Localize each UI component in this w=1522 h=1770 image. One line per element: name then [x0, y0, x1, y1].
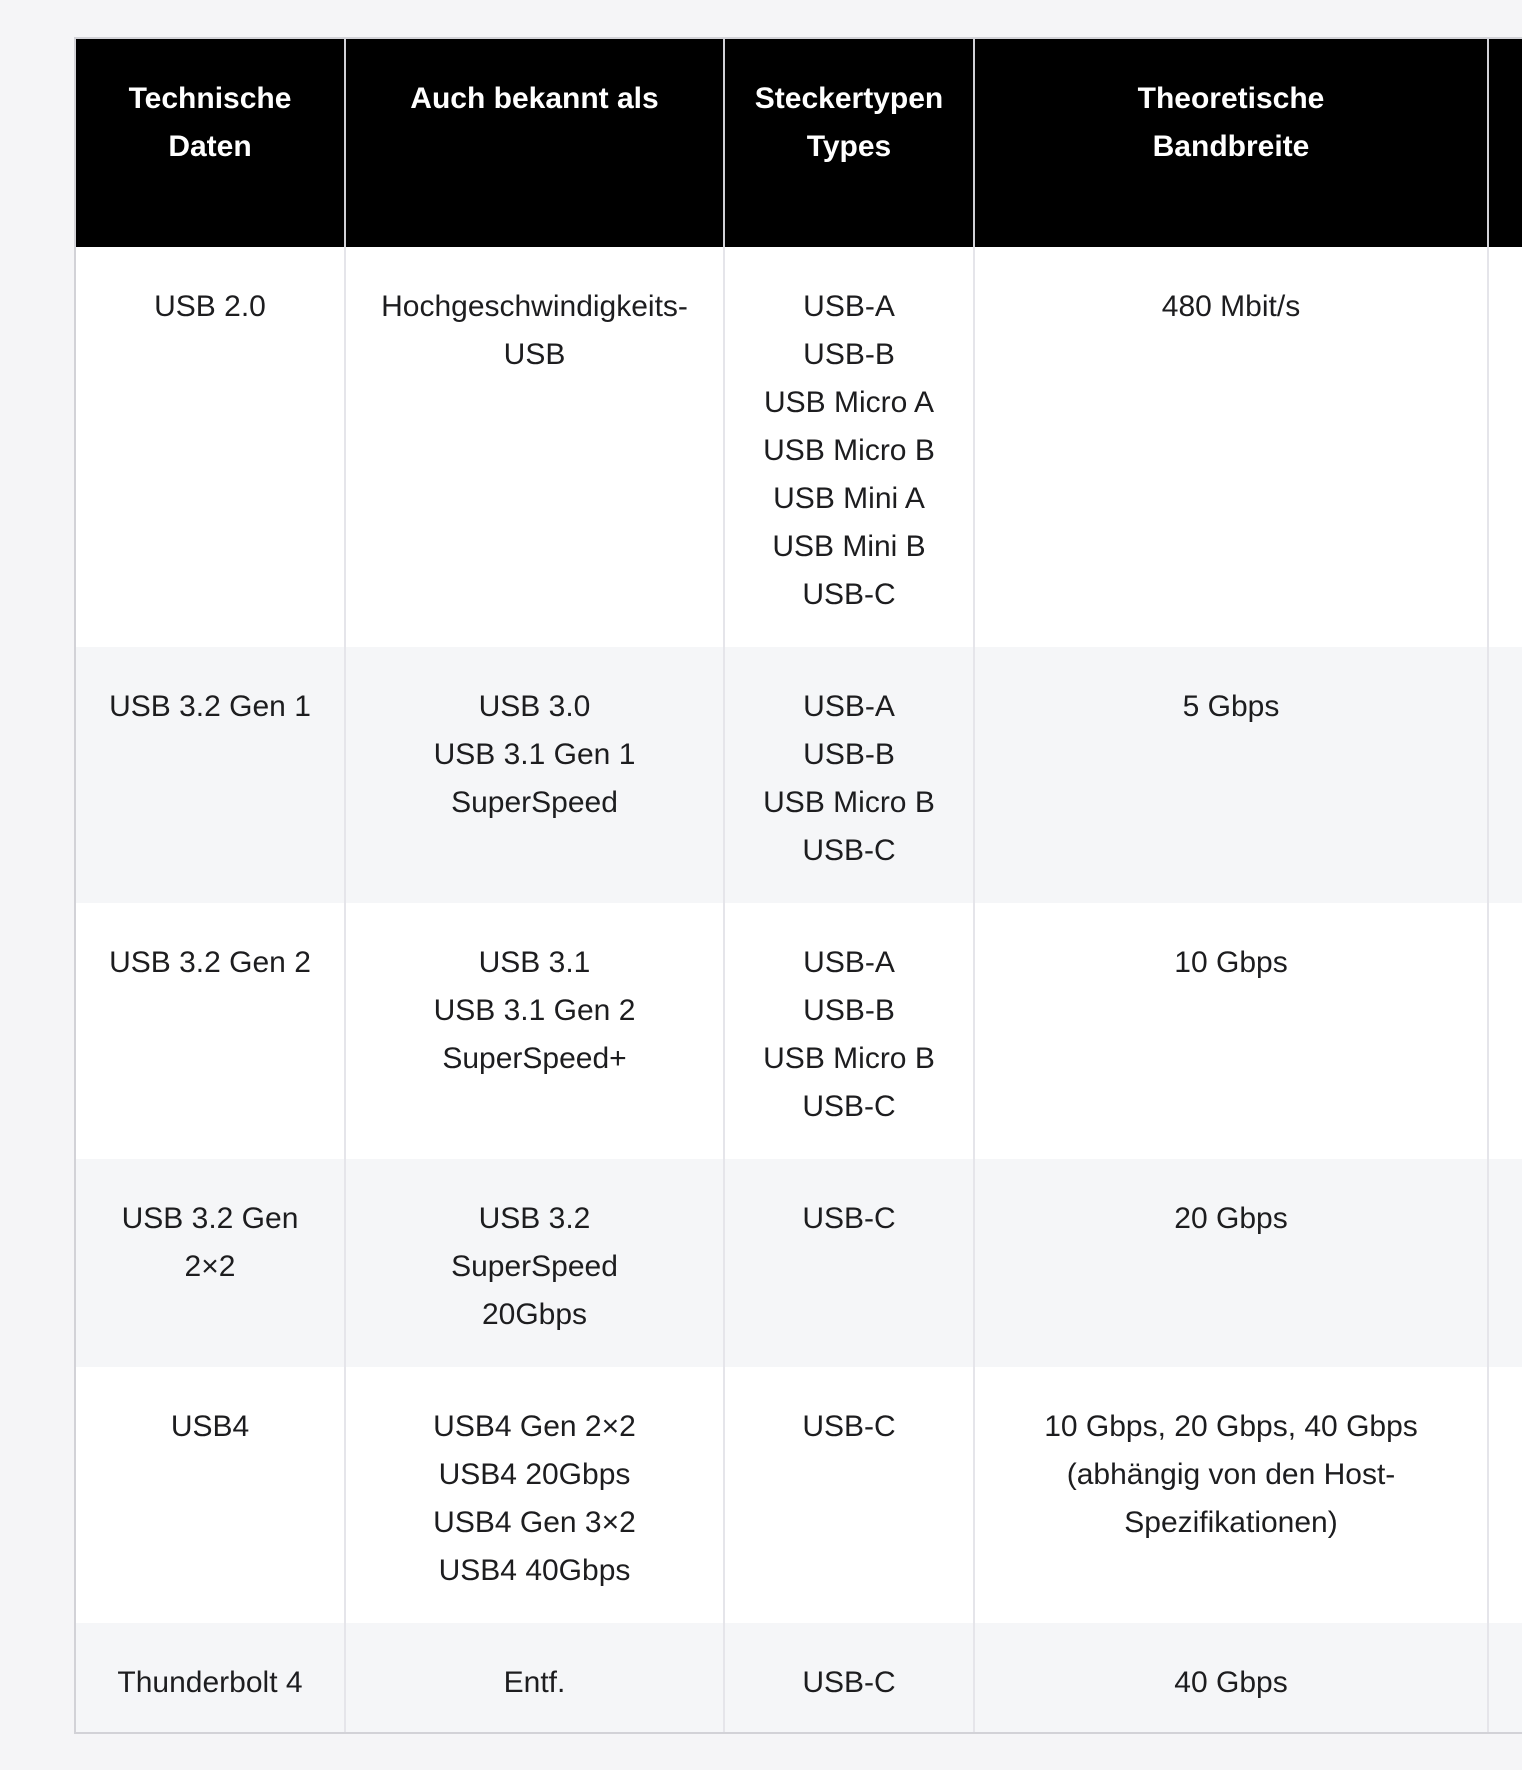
- cell-also-known-as: [345, 1367, 724, 1623]
- cell-also-known-as: [345, 1159, 724, 1367]
- usb-spec-table: [76, 39, 1522, 1734]
- cell-bandwidth: [974, 1159, 1488, 1367]
- cell-text-line: USB-C: [802, 578, 896, 611]
- cell-text-line: USB-A: [803, 946, 895, 979]
- cell-text-line: (abhängig von den Host-: [1066, 1458, 1396, 1491]
- header-text-line: Daten: [168, 130, 252, 163]
- table-row-usb-3-2-gen-2x2: [76, 1159, 1522, 1367]
- cell-text-line: USB 3.2 Gen 2: [109, 946, 311, 979]
- cell-text-line: SuperSpeed: [451, 1250, 618, 1283]
- cell-text-line: USB 2.0: [154, 290, 266, 323]
- cell-bandwidth: [974, 247, 1488, 647]
- cell-spec: [76, 247, 345, 647]
- cell-text-line: USB 3.0: [478, 690, 591, 723]
- cell-text-line: USB4 40Gbps: [438, 1554, 631, 1587]
- table-row-usb-2-0: [76, 247, 1522, 647]
- usb-spec-table-container: [74, 37, 1522, 1734]
- header-theoretische-bandbreite: [974, 39, 1488, 247]
- header-steckertypen: [724, 39, 974, 247]
- cell-also-known-as: [345, 247, 724, 647]
- cell-bandwidth: [974, 1367, 1488, 1623]
- cell-text-line: USB-A: [803, 290, 895, 323]
- cell-text-line: USB4 20Gbps: [438, 1458, 631, 1491]
- cell-text-line: Hochgeschwindigkeits-: [381, 290, 688, 323]
- cell-connector-types: [724, 247, 974, 647]
- cell-spec: [76, 903, 345, 1159]
- cell-cut-off: [1488, 1367, 1522, 1623]
- cell-text-line: USB-B: [803, 338, 895, 371]
- cell-text-line: Entf.: [503, 1666, 566, 1699]
- table-row-usb-3-2-gen-1: [76, 647, 1522, 903]
- cell-text-line: USB-C: [802, 1410, 896, 1443]
- cell-bandwidth: [974, 903, 1488, 1159]
- cell-text-line: USB Micro B: [763, 786, 935, 819]
- cell-text-line: USB4: [170, 1410, 250, 1443]
- cell-text-line: USB: [503, 338, 566, 371]
- header-row: [76, 39, 1522, 247]
- cell-cut-off: [1488, 247, 1522, 647]
- cell-text-line: USB 3.1 Gen 2: [433, 994, 636, 1027]
- header-text-line: Theoretische: [1137, 82, 1325, 115]
- cell-text-line: 480 Mbit/s: [1161, 290, 1301, 323]
- cell-connector-types: [724, 647, 974, 903]
- cell-spec: [76, 647, 345, 903]
- cell-text-line: 5 Gbps: [1182, 690, 1280, 723]
- cell-text-line: USB-B: [803, 994, 895, 1027]
- header-technische-daten: [76, 39, 345, 247]
- cell-text-line: USB-C: [802, 1666, 896, 1699]
- cell-bandwidth: [974, 647, 1488, 903]
- cell-text-line: USB-B: [803, 738, 895, 771]
- cell-connector-types: [724, 903, 974, 1159]
- table-row-thunderbolt-4: [76, 1623, 1522, 1734]
- header-text-line: Types: [806, 130, 892, 163]
- cell-also-known-as: [345, 647, 724, 903]
- cell-text-line: USB 3.2 Gen 1: [109, 690, 311, 723]
- header-text-line: Steckertypen: [754, 82, 944, 115]
- cell-text-line: 20 Gbps: [1174, 1202, 1288, 1235]
- table-row-usb4: [76, 1367, 1522, 1623]
- cell-text-line: SuperSpeed: [451, 786, 618, 819]
- header-text-line: Auch bekannt als: [410, 82, 659, 115]
- cell-text-line: USB 3.2 Gen: [121, 1202, 299, 1235]
- table-row-usb-3-2-gen-2: [76, 903, 1522, 1159]
- cell-text-line: USB 3.1: [478, 946, 591, 979]
- cell-also-known-as: [345, 1623, 724, 1734]
- cell-connector-types: [724, 1623, 974, 1734]
- cell-spec: [76, 1367, 345, 1623]
- header-text-line: Technische: [128, 82, 292, 115]
- cell-text-line: 10 Gbps, 20 Gbps, 40 Gbps: [1044, 1410, 1418, 1443]
- cell-text-line: USB4 Gen 3×2: [433, 1506, 636, 1539]
- cell-text-line: USB4 Gen 2×2: [433, 1410, 636, 1443]
- cell-connector-types: [724, 1367, 974, 1623]
- cell-text-line: USB Mini A: [773, 482, 925, 515]
- cell-text-line: USB 3.2: [478, 1202, 591, 1235]
- cell-also-known-as: [345, 903, 724, 1159]
- cell-cut-off: [1488, 647, 1522, 903]
- cell-bandwidth: [974, 1623, 1488, 1734]
- cell-text-line: SuperSpeed+: [442, 1042, 627, 1075]
- cell-text-line: USB-C: [802, 1090, 896, 1123]
- cell-text-line: USB-C: [802, 834, 896, 867]
- cell-text-line: 40 Gbps: [1174, 1666, 1288, 1699]
- cell-text-line: USB 3.1 Gen 1: [433, 738, 636, 771]
- cell-text-line: 2×2: [184, 1250, 236, 1283]
- header-auch-bekannt-als: [345, 39, 724, 247]
- cell-text-line: 10 Gbps: [1174, 946, 1288, 979]
- cell-text-line: 20Gbps: [481, 1298, 588, 1331]
- cell-text-line: USB-A: [803, 690, 895, 723]
- cell-spec: [76, 1623, 345, 1734]
- cell-connector-types: [724, 1159, 974, 1367]
- cell-text-line: USB-C: [802, 1202, 896, 1235]
- header-text-line: Bandbreite: [1152, 130, 1310, 163]
- cell-spec: [76, 1159, 345, 1367]
- cell-text-line: USB Micro B: [763, 434, 935, 467]
- header-cut-off-column: [1488, 39, 1522, 247]
- cell-text-line: USB Micro A: [763, 386, 935, 419]
- cell-cut-off: [1488, 1623, 1522, 1734]
- cell-text-line: Thunderbolt 4: [117, 1666, 303, 1699]
- cell-cut-off: [1488, 903, 1522, 1159]
- cell-text-line: USB Mini B: [772, 530, 926, 563]
- cell-text-line: Spezifikationen): [1124, 1506, 1338, 1539]
- cell-text-line: USB Micro B: [763, 1042, 935, 1075]
- cell-cut-off: [1488, 1159, 1522, 1367]
